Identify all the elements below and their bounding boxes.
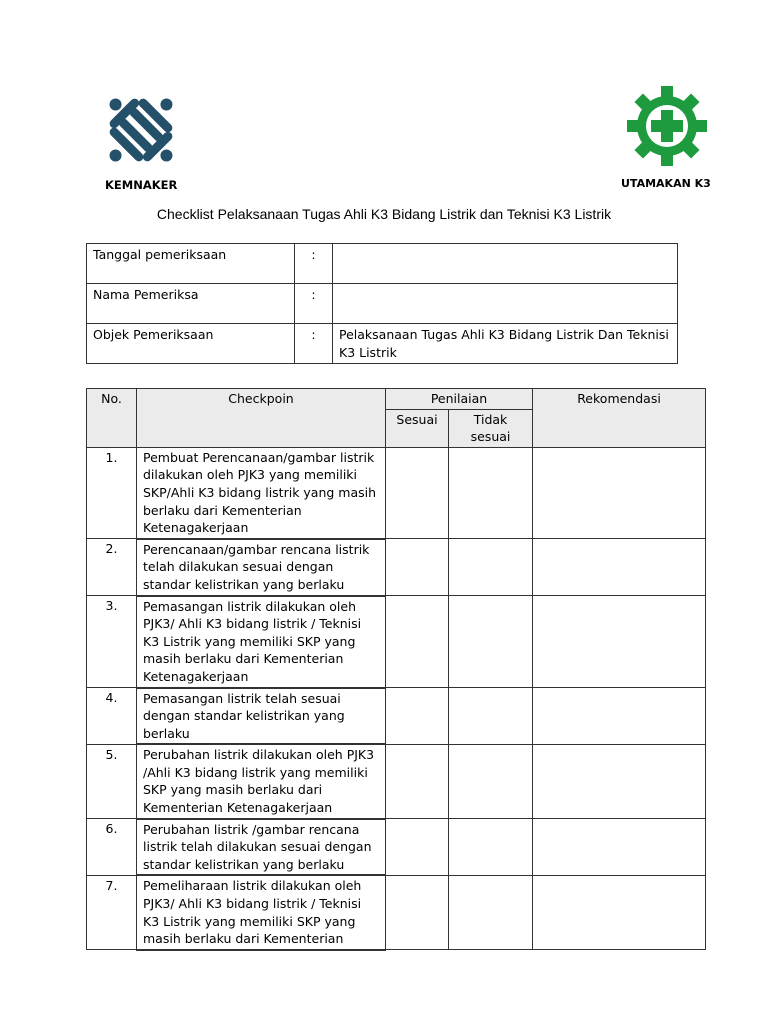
row-number: 2.	[87, 539, 137, 596]
table-row	[87, 875, 706, 949]
info-value-field[interactable]	[333, 284, 678, 324]
row-number: 5.	[87, 744, 137, 818]
sesuai-cell[interactable]	[386, 875, 449, 949]
checkpoint-text: Pemeliharaan listrik dilakukan oleh PJK3/ Ahli K3 bidang listrik / Teknisi K3 Listrik yang memiliki SKP yang masih berlaku dari Kementerian	[137, 875, 386, 949]
sesuai-cell[interactable]	[386, 539, 449, 596]
info-row-date	[87, 244, 678, 284]
row-number: 7.	[87, 875, 137, 949]
checklist-table	[86, 388, 706, 951]
rekomendasi-cell[interactable]	[533, 596, 706, 688]
inspection-info-table	[86, 243, 678, 364]
tidak-sesuai-cell[interactable]	[449, 688, 533, 745]
checkpoint-text: Perubahan listrik /gambar rencana listrik telah dilakukan sesuai dengan standar kelistrikan yang berlaku	[137, 819, 386, 876]
checkpoint-text: Perencanaan/gambar rencana listrik telah dilakukan sesuai dengan standar kelistrikan yang berlaku	[137, 539, 386, 596]
info-colon: :	[295, 324, 333, 364]
tidak-sesuai-cell[interactable]	[449, 875, 533, 949]
checkpoint-text: Perubahan listrik dilakukan oleh PJK3 /Ahli K3 bidang listrik yang memiliki SKP yang masih berlaku dari Kementerian Ketenagakerjaan	[137, 744, 386, 818]
table-row	[87, 688, 706, 745]
tidak-sesuai-cell[interactable]	[449, 596, 533, 688]
info-colon: :	[295, 244, 333, 284]
tidak-sesuai-cell[interactable]	[449, 744, 533, 818]
sesuai-cell[interactable]	[386, 744, 449, 818]
info-value-field[interactable]	[333, 244, 678, 284]
info-row-object	[87, 324, 678, 364]
info-colon: :	[295, 284, 333, 324]
header-rekomendasi: Rekomendasi	[533, 389, 706, 448]
header-checkpoin: Checkpoin	[137, 389, 386, 448]
rekomendasi-cell[interactable]	[533, 447, 706, 538]
row-number: 1.	[87, 447, 137, 538]
checkpoint-text: Pemasangan listrik telah sesuai dengan standar kelistrikan yang berlaku	[137, 688, 386, 745]
header-no: No.	[87, 389, 137, 448]
rekomendasi-cell[interactable]	[533, 744, 706, 818]
sesuai-cell[interactable]	[386, 447, 449, 538]
checkpoint-text: Pembuat Perencanaan/gambar listrik dilakukan oleh PJK3 yang memiliki SKP/Ahli K3 bidang listrik yang masih berlaku dari Kementerian Ketenagakerjaan	[137, 447, 386, 538]
kemnaker-label: KEMNAKER	[105, 178, 178, 192]
tidak-sesuai-cell[interactable]	[449, 447, 533, 538]
header-tidak-sesuai: Tidak sesuai	[449, 409, 533, 447]
k3-gear-cross-icon	[625, 86, 709, 166]
sesuai-cell[interactable]	[386, 596, 449, 688]
info-row-inspector	[87, 284, 678, 324]
document-title: Checklist Pelaksanaan Tugas Ahli K3 Bidang Listrik dan Teknisi K3 Listrik	[156, 206, 612, 222]
info-label: Objek Pemeriksaan	[87, 324, 295, 364]
row-number: 3.	[87, 596, 137, 688]
info-value-field: Pelaksanaan Tugas Ahli K3 Bidang Listrik Dan Teknisi K3 Listrik	[333, 324, 678, 364]
sesuai-cell[interactable]	[386, 688, 449, 745]
kemnaker-emblem-icon	[96, 88, 186, 172]
table-row	[87, 596, 706, 688]
rekomendasi-cell[interactable]	[533, 875, 706, 949]
sesuai-cell[interactable]	[386, 819, 449, 876]
info-label: Nama Pemeriksa	[87, 284, 295, 324]
info-label: Tanggal pemeriksaan	[87, 244, 295, 284]
tidak-sesuai-cell[interactable]	[449, 819, 533, 876]
header-penilaian: Penilaian	[386, 389, 533, 410]
row-number: 6.	[87, 819, 137, 876]
rekomendasi-cell[interactable]	[533, 539, 706, 596]
table-row	[87, 447, 706, 538]
table-row	[87, 744, 706, 818]
checkpoint-text: Pemasangan listrik dilakukan oleh PJK3/ Ahli K3 bidang listrik / Teknisi K3 Listrik yang memiliki SKP yang masih berlaku dari Kementerian Ketenagakerjaan	[137, 596, 386, 688]
tidak-sesuai-cell[interactable]	[449, 539, 533, 596]
rekomendasi-cell[interactable]	[533, 819, 706, 876]
header-sesuai: Sesuai	[386, 409, 449, 447]
table-row	[87, 819, 706, 876]
table-row	[87, 539, 706, 596]
rekomendasi-cell[interactable]	[533, 688, 706, 745]
row-number: 4.	[87, 688, 137, 745]
utamakan-k3-label: UTAMAKAN K3	[621, 177, 711, 190]
